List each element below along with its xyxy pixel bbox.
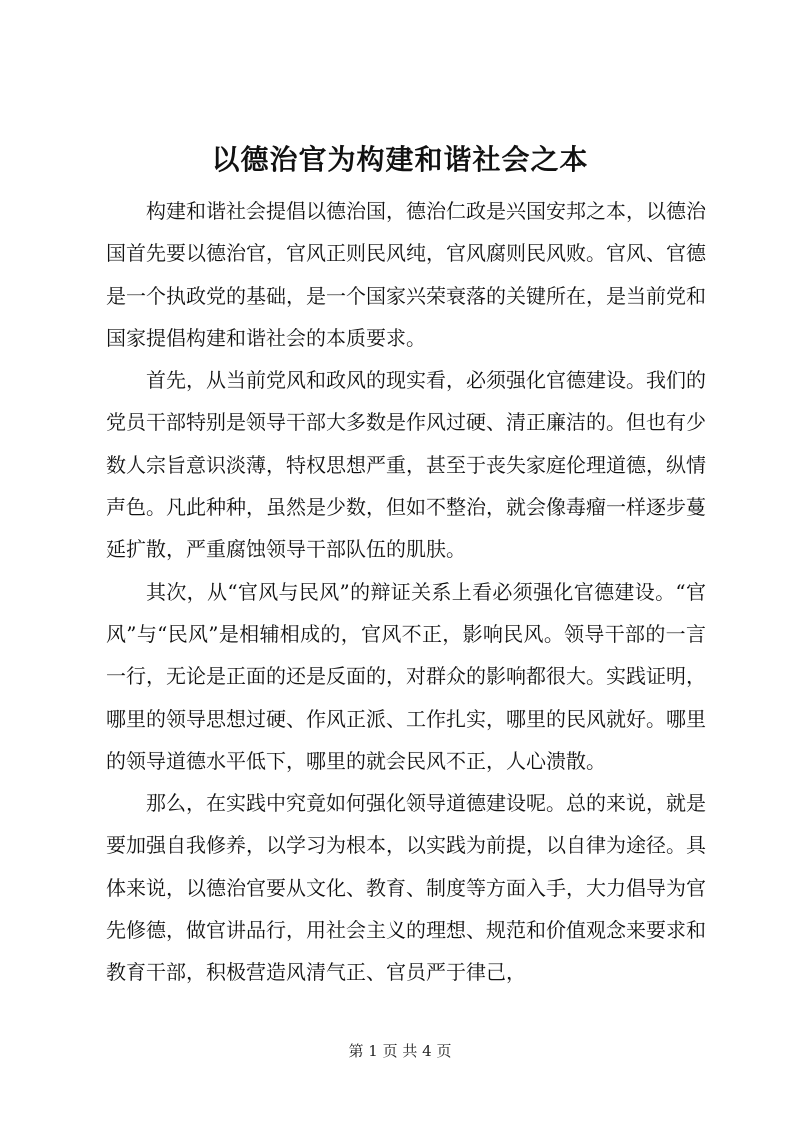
paragraph-3: 其次，从“官风与民风”的辩证关系上看必须强化官德建设。“官风”与“民风”是相辅相成的，官风不正，影响民风。领导干部的一言一行，无论是正面的还是反面的，对群众的影响都很大。实践证明，哪里的领导思想过硬、作风正派、工作扎实，哪里的民风就好。哪里的领导道德水平低下，哪里的就会民风不正，人心溃散。 bbox=[106, 579, 706, 773]
document-title: 以德治官为构建和谐社会之本 bbox=[211, 143, 589, 176]
paragraph-4: 那么，在实践中究竟如何强化领导道德建设呢。总的来说，就是要加强自我修养，以学习为根本，以实践为前提，以自律为途径。具体来说，以德治官要从文化、教育、制度等方面入手，大力倡导为官先修德，做官讲品行，用社会主义的理想、规范和价值观念来要求和教育干部，积极营造风清气正、官员严于律己， bbox=[106, 791, 706, 985]
page-footer: 第 1 页 共 4 页 bbox=[348, 1042, 452, 1060]
document-body bbox=[106, 190, 706, 994]
paragraph-1: 构建和谐社会提倡以德治国，德治仁政是兴国安邦之本，以德治国首先要以德治官，官风正则民风纯，官风腐则民风败。官风、官德是一个执政党的基础，是一个国家兴荣衰落的关键所在，是当前党和国家提倡构建和谐社会的本质要求。 bbox=[106, 199, 706, 350]
paragraph-2: 首先，从当前党风和政风的现实看，必须强化官德建设。我们的党员干部特别是领导干部大多数是作风过硬、清正廉洁的。但也有少数人宗旨意识淡薄，特权思想严重，甚至于丧失家庭伦理道德，纵情声色。凡此种种，虽然是少数，但如不整治，就会像毒瘤一样逐步蔓延扩散，严重腐蚀领导干部队伍的肌肤。 bbox=[106, 368, 706, 562]
